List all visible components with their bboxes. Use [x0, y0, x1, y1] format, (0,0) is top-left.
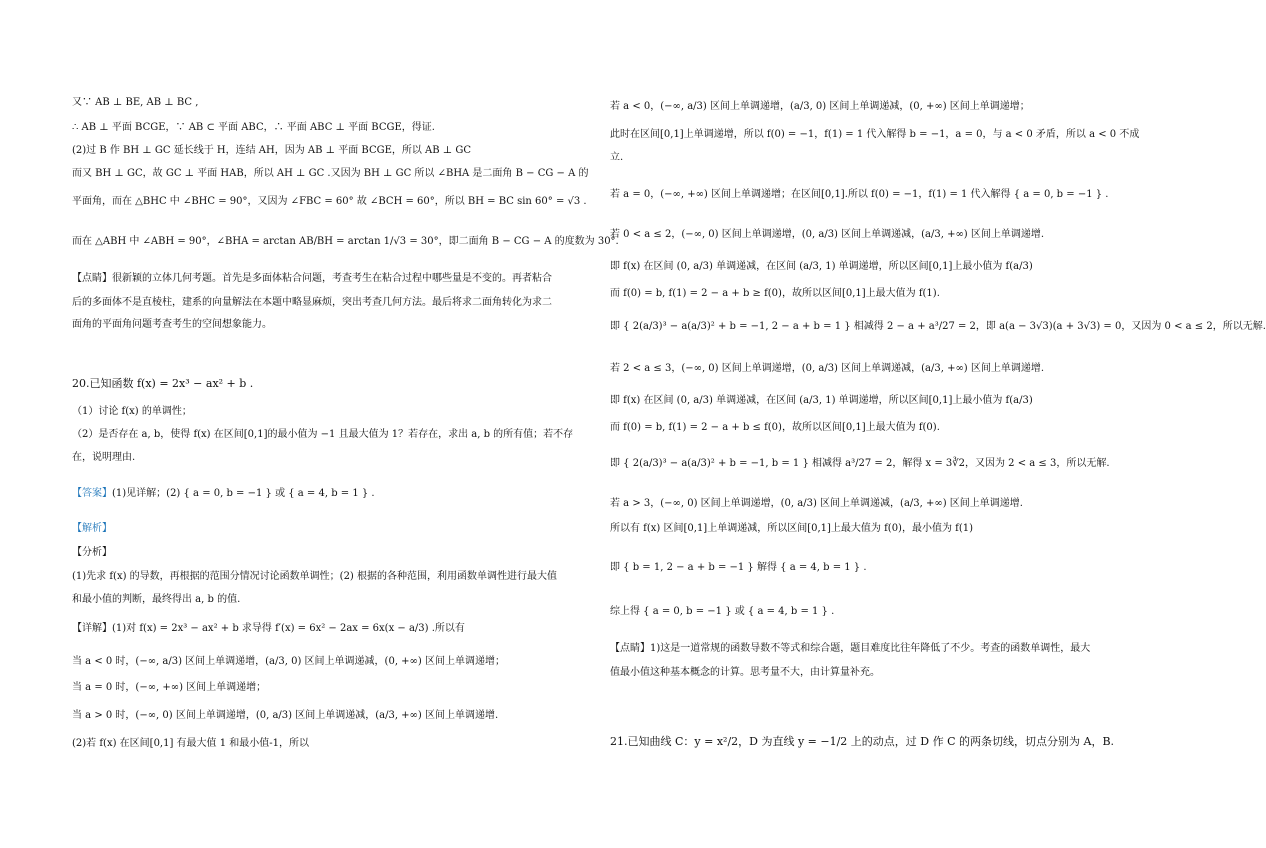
analysis-tag: 【解析】 — [72, 523, 112, 534]
remark-line-2: 值最小值这种基本概念的计算。思考量不大，由计算量补充。 — [610, 667, 880, 678]
detail-line-1: 【详解】(1)对 f(x) = 2x³ − ax² + b 求导得 f′(x) = 6x² − 2ax = 6x(x − a/3) .所以有 — [72, 623, 465, 634]
detail-line-5: (2)若 f(x) 在区间[0,1] 有最大值 1 和最小值-1，所以 — [72, 738, 310, 749]
analysis-heading: 【分析】 — [72, 547, 112, 558]
proof-line-5: 平面角，而在 △BHC 中 ∠BHC = 90°，又因为 ∠FBC = 60° 故 ∠BCH = 60°，所以 BH = BC sin 60° = √3 . — [72, 196, 587, 207]
detail-line-4: 当 a > 0 时，(−∞, 0) 区间上单调递增，(0, a/3) 区间上单调递减，(a/3, +∞) 区间上单调递增. — [72, 710, 499, 721]
case-line-5: 若 0 < a ≤ 2，(−∞, 0) 区间上单调递增，(0, a/3) 区间上单调递减，(a/3, +∞) 区间上单调递增. — [610, 229, 1045, 240]
conclusion-line: 综上得 { a = 0, b = −1 } 或 { a = 4, b = 1 } . — [610, 606, 835, 617]
remark-line-1: 【点睛】1)这是一道常规的函数导数不等式和综合题，题目难度比往年降低了不少。考查的函数单调性，最大 — [610, 643, 1091, 654]
proof-line-2: ∴ AB ⊥ 平面 BCGE，∵ AB ⊂ 平面 ABC，∴ 平面 ABC ⊥ 平面 BCGE，得证. — [72, 122, 435, 133]
case-line-9: 若 2 < a ≤ 3，(−∞, 0) 区间上单调递增，(0, a/3) 区间上单调递减，(a/3, +∞) 区间上单调递增. — [610, 363, 1045, 374]
proof-line-3: (2)过 B 作 BH ⊥ GC 延长线于 H，连结 AH，因为 AB ⊥ 平面 BCGE，所以 AB ⊥ GC — [72, 145, 472, 156]
case-line-8: 即 { 2(a/3)³ − a(a/3)² + b = −1, 2 − a + b = 1 } 相减得 2 − a + a³/27 = 2，即 a(a − 3√3)(a + 3√3) = 0，又因为 0 < a ≤ 2，所以无解. — [610, 321, 1266, 332]
question-20-part-2-cont: 在，说明理由. — [72, 452, 136, 463]
case-line-2: 此时在区间[0,1]上单调递增，所以 f(0) = −1，f(1) = 1 代入解得 b = −1，a = 0，与 a < 0 矛盾，所以 a < 0 不成 — [610, 129, 1140, 140]
case-line-7: 而 f(0) = b, f(1) = 2 − a + b ≥ f(0)，故所以区间[0,1]上最大值为 f(1). — [610, 288, 940, 299]
answer-line — [72, 487, 375, 501]
question-20-part-1: （1）讨论 f(x) 的单调性； — [72, 406, 192, 417]
case-line-12: 即 { 2(a/3)³ − a(a/3)² + b = −1, b = 1 } 相减得 a³/27 = 2，解得 x = 3∛2，又因为 2 < a ≤ 3，所以无解. — [610, 458, 1110, 469]
comment-line-1: 【点睛】很新颖的立体几何考题。首先是多面体粘合问题，考查考生在粘合过程中哪些量是不变的。再者粘合 — [72, 273, 552, 284]
analysis-line-2: 和最小值的判断，最终得出 a, b 的值. — [72, 594, 241, 605]
comment-line-2: 后的多面体不是直棱柱，建系的向量解法在本题中略显麻烦，突出考查几何方法。最后将求二面角转化为求二 — [72, 297, 552, 308]
case-line-4: 若 a = 0，(−∞, +∞) 区间上单调递增；在区间[0,1].所以 f(0) = −1，f(1) = 1 代入解得 { a = 0, b = −1 } . — [610, 189, 1109, 200]
question-21-title: 21.已知曲线 C：y = x²/2，D 为直线 y = −1/2 上的动点，过 D 作 C 的两条切线，切点分别为 A，B. — [610, 735, 1115, 748]
case-line-14: 所以有 f(x) 区间[0,1]上单调递减，所以区间[0,1]上最大值为 f(0)，最小值为 f(1) — [610, 523, 974, 534]
comment-line-3: 面角的平面角问题考查考生的空间想象能力。 — [72, 319, 272, 330]
answer-text: (1)见详解；(2) { a = 0, b = −1 } 或 { a = 4, b = 1 } . — [112, 488, 375, 499]
case-line-11: 而 f(0) = b, f(1) = 2 − a + b ≤ f(0)，故所以区间[0,1]上最大值为 f(0). — [610, 422, 940, 433]
analysis-line-1: (1)先求 f(x) 的导数，再根据的范围分情况讨论函数单调性；(2) 根据的各种范围，利用函数单调性进行最大值 — [72, 571, 558, 582]
case-line-1: 若 a < 0，(−∞, a/3) 区间上单调递增，(a/3, 0) 区间上单调递减，(0, +∞) 区间上单调递增； — [610, 101, 1030, 112]
proof-line-1: 又∵ AB ⊥ BE, AB ⊥ BC , — [72, 97, 199, 108]
question-20-title: 20.已知函数 f(x) = 2x³ − ax² + b . — [72, 377, 254, 390]
answer-tag: 【答案】 — [72, 488, 112, 499]
case-line-3: 立. — [610, 152, 624, 163]
detail-line-2: 当 a < 0 时，(−∞, a/3) 区间上单调递增，(a/3, 0) 区间上单调递减，(0, +∞) 区间上单调递增； — [72, 656, 505, 667]
case-line-15: 即 { b = 1, 2 − a + b = −1 } 解得 { a = 4, b = 1 } . — [610, 562, 867, 573]
proof-line-6: 而在 △ABH 中 ∠ABH = 90°，∠BHA = arctan AB/BH = arctan 1/√3 = 30°，即二面角 B − CG − A 的度数为 30°. — [72, 236, 619, 247]
question-20-part-2: （2）是否存在 a, b，使得 f(x) 在区间[0,1]的最小值为 −1 且最大值为 1？若存在，求出 a, b 的所有值；若不存 — [72, 429, 574, 440]
case-line-6: 即 f(x) 在区间 (0, a/3) 单调递减，在区间 (a/3, 1) 单调递增，所以区间[0,1]上最小值为 f(a/3) — [610, 261, 1033, 272]
proof-line-4: 而又 BH ⊥ GC，故 GC ⊥ 平面 HAB，所以 AH ⊥ GC .又因为 BH ⊥ GC 所以 ∠BHA 是二面角 B − CG − A 的 — [72, 168, 589, 179]
detail-line-3: 当 a = 0 时，(−∞, +∞) 区间上单调递增； — [72, 682, 267, 693]
case-line-10: 即 f(x) 在区间 (0, a/3) 单调递减，在区间 (a/3, 1) 单调递增，所以区间[0,1]上最小值为 f(a/3) — [610, 395, 1033, 406]
case-line-13: 若 a > 3，(−∞, 0) 区间上单调递增，(0, a/3) 区间上单调递减，(a/3, +∞) 区间上单调递增. — [610, 498, 1023, 509]
